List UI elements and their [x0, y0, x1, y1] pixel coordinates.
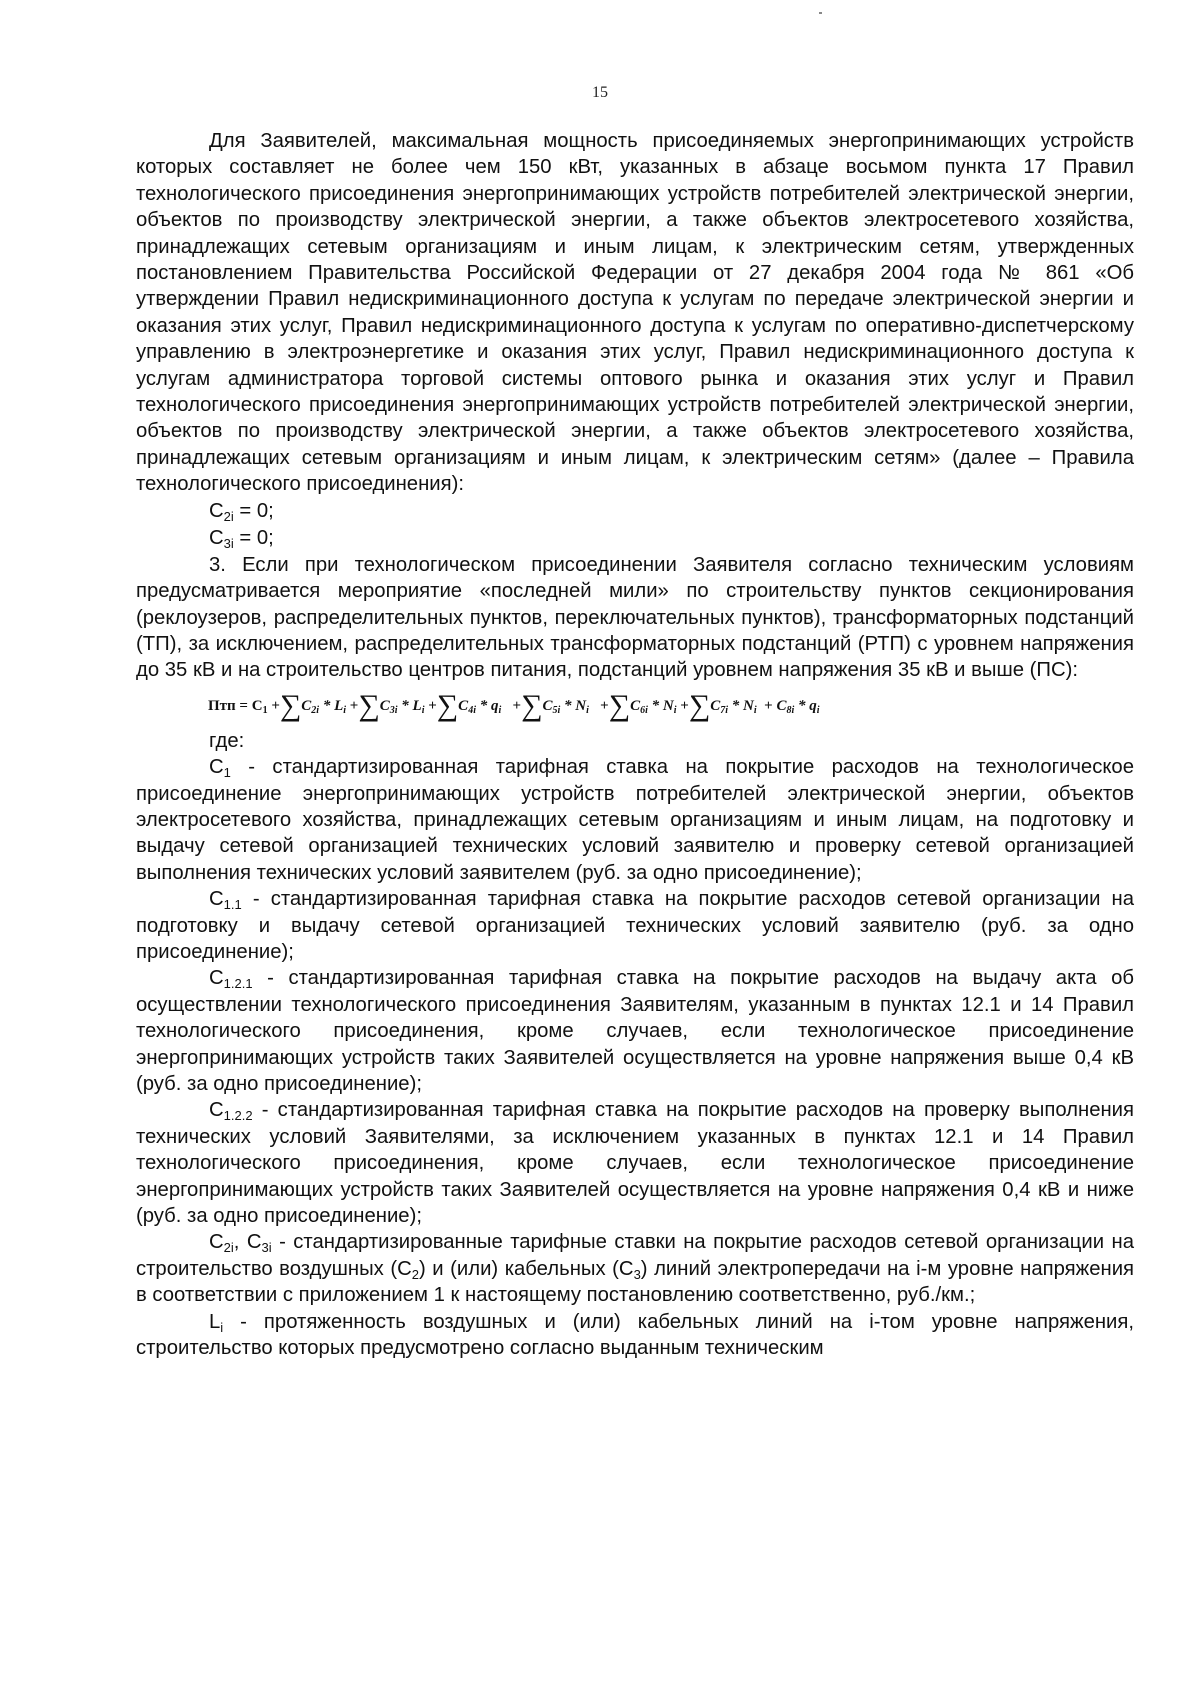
equation-c2i: $C_{2i} = 0$; — [209, 499, 274, 524]
document-body — [136, 128, 1134, 1361]
equation-c3i: $C_{3i} = 0$; — [209, 526, 274, 551]
definition-c2-c3: $C_{2i}$, $C_{3i}$ - стандартизированные тарифные ставки на покрытие расходов сетевой организации на строительство воздушных $(C_2)$ и (или) кабельных $(C_3)$ линий электропередачи на i-м уровне напряжения в соответствии с приложением 1 к настоящему постановлению соответственно, руб./км.; — [136, 1231, 1134, 1307]
definition-c1-2-1: $C_{1.2.1}$ - стандартизированная тарифная ставка на покрытие расходов на выдачу акта об осуществлении технологического присоединения Заявителям, указанным в пунктах 12.1 и 14 Правил технологического присоединения, кроме случаев, если технологическое присоединение энергопринимающих устройств таких Заявителей осуществляется на уровне напряжения выше 0,4 кВ (руб. за одно присоединение); — [136, 967, 1134, 1095]
definition-li: $L_i$ - протяженность воздушных и (или) кабельных линий на i-том уровне напряжения, строительство которых предусмотрено согласно выданным техническим — [136, 1310, 1134, 1360]
where-label: где: — [209, 729, 245, 752]
scan-speck — [819, 12, 822, 14]
definition-c1-1: $C_{1.1}$ - стандартизированная тарифная ставка на покрытие расходов сетевой организации на подготовку и выдачу сетевой организацией технических условий заявителю (руб. за одно присоединение); — [136, 888, 1134, 963]
item-3-paragraph: 3. Если при технологическом присоединении Заявителя согласно техническим условиям предусматривается мероприятие «последней мили» по строительству пунктов секционирования (реклоузеров, распределительных пунктов, переключательных пунктов), трансформаторных подстанций (ТП), за исключением, распределительных трансформаторных подстанций (РТП) с уровнем напряжения до 35 кВ и на строительство центров питания, подстанций уровнем напряжения 35 кВ и выше (ПС): — [136, 553, 1134, 682]
definition-c1: $C_1$ - стандартизированная тарифная ставка на покрытие расходов на технологическое присоединение энергопринимающих устройств потребителей электрической энергии, объектов электросетевого хозяйства, принадлежащих сетевым организациям и иным лицам, на подготовку и выдачу сетевой организацией технических условий заявителю и проверку сетевой организацией выполнения технических условий заявителем (руб. за одно присоединение); — [136, 756, 1134, 884]
intro-paragraph: Для Заявителей, максимальная мощность присоединяемых энергопринимающих устройств которых составляет не более чем 150 кВт, указанных в абзаце восьмом пункта 17 Правил технологического присоединения энергопринимающих устройств потребителей электрической энергии, объектов по производству электрической энергии, а также объектов электросетевого хозяйства, принадлежащих сетевым организациям и иным лицам, к электрическим сетям, утвержденных постановлением Правительства Российской Федерации от 27 декабря 2004 года № 861 «Об утверждении Правил недискриминационного доступа к услугам по передаче электрической энергии и оказания этих услуг, Правил недискриминационного доступа к услугам по оперативно-диспетчерскому управлению в электроэнергетике и оказания этих услуг, Правил недискриминационного доступа к услугам администратора торговой системы оптового рынка и оказания этих услуг и Правил технологического присоединения энергопринимающих устройств потребителей электрической энергии, объектов по производству электрической энергии, а также объектов электросетевого хозяйства, принадлежащих сетевым организациям и иным лицам, к электрическим сетям» (далее – Правила технологического присоединения): — [136, 130, 1134, 496]
cost-formula: Птп = $C_1 +\sum C_{2i} * L_i +\sum C_{3i} * L_i +\sum C_{4i} * q_i$ $+\sum C_{5i} * N_i$ $+\sum C_{6i} * N_i +\sum C_{7i} * N_i + C_{8i} * q_i$ — [208, 688, 820, 722]
definition-c1-2-2: $C_{1.2.2}$ - стандартизированная тарифная ставка на покрытие расходов на проверку выполнения технических условий Заявителями, за исключением указанных в пунктах 12.1 и 14 Правил технологического присоединения, кроме случаев, если технологическое присоединение энергопринимающих устройств таких Заявителей осуществляется на уровне напряжения 0,4 кВ и ниже (руб. за одно присоединение); — [136, 1099, 1134, 1228]
page-number: 15 — [592, 84, 608, 101]
